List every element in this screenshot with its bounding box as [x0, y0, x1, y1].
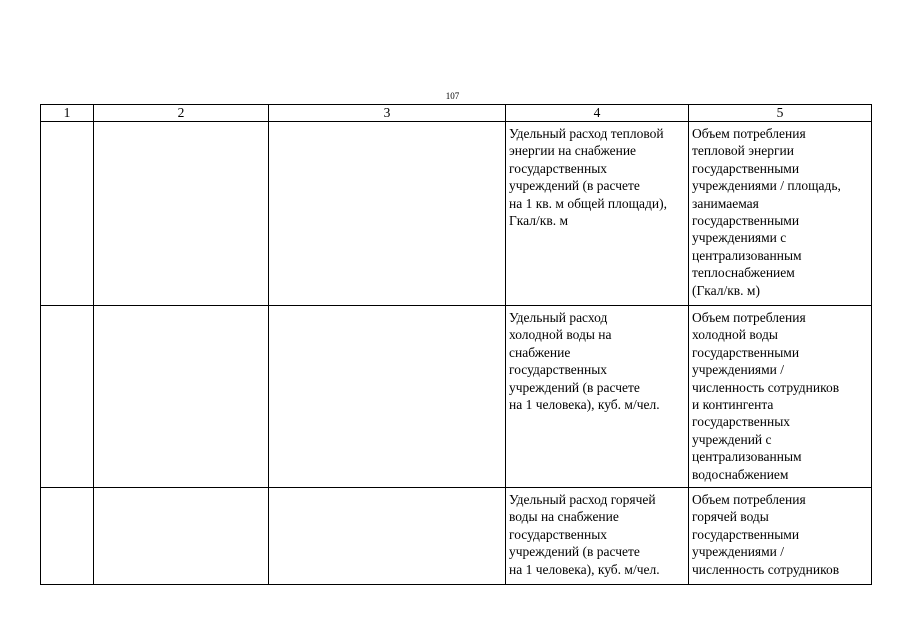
- table-cell-col2: [94, 306, 269, 488]
- table-cell-indicator: [506, 122, 689, 306]
- formula-text: Объем потребления холодной воды государственными учреждениями / численность сотрудников и контингента государственных учреждений с централизованным водоснабжением: [692, 310, 840, 482]
- cell-text: [94, 306, 268, 309]
- table-cell-col2: [94, 122, 269, 306]
- column-header-1: 1: [41, 105, 94, 122]
- cell-text: [94, 488, 268, 491]
- table-row: [41, 488, 872, 585]
- column-header-4: 4: [506, 105, 689, 122]
- table-cell-indicator: [506, 306, 689, 488]
- indicator-text: Удельный расход холодной воды на снабжение государственных учреждений (в расчете на 1 человека), куб. м/чел.: [509, 310, 660, 413]
- cell-text: [94, 122, 268, 125]
- table-cell-formula: [689, 122, 872, 306]
- table-row: [41, 122, 872, 306]
- table-cell-formula: [689, 306, 872, 488]
- cell-text: [269, 122, 505, 125]
- column-header-3: 3: [269, 105, 506, 122]
- table-cell-col3: [269, 488, 506, 585]
- table-cell-indicator: [506, 488, 689, 585]
- indicator-text: Удельный расход тепловой энергии на снабжение государственных учреждений (в расчете на 1 кв. м общей площади), Гкал/кв. м: [509, 126, 667, 229]
- formula-text: Объем потребления тепловой энергии государственными учреждениями / площадь, занимаемая государственными учреждениями с централизованным теплоснабжением (Гкал/кв. м): [692, 126, 841, 298]
- indicator-text: Удельный расход горячей воды на снабжение государственных учреждений (в расчете на 1 человека), куб. м/чел.: [509, 492, 660, 577]
- table-cell-col3: [269, 306, 506, 488]
- column-header-5: 5: [689, 105, 872, 122]
- table-row: [41, 306, 872, 488]
- formula-text: Объем потребления горячей воды государственными учреждениями / численность сотрудников: [692, 492, 840, 577]
- data-table: [40, 104, 872, 585]
- table-cell-col1: [41, 488, 94, 585]
- table-cell-formula: [689, 488, 872, 585]
- cell-text: [269, 306, 505, 309]
- cell-text: [269, 488, 505, 491]
- cell-text: [41, 488, 93, 491]
- table-cell-col1: [41, 122, 94, 306]
- page-number: 107: [445, 91, 460, 101]
- table-cell-col2: [94, 488, 269, 585]
- column-header-2: 2: [94, 105, 269, 122]
- table-cell-col1: [41, 306, 94, 488]
- cell-text: [41, 122, 93, 125]
- table-cell-col3: [269, 122, 506, 306]
- table-header-row: [41, 105, 872, 122]
- cell-text: [41, 306, 93, 309]
